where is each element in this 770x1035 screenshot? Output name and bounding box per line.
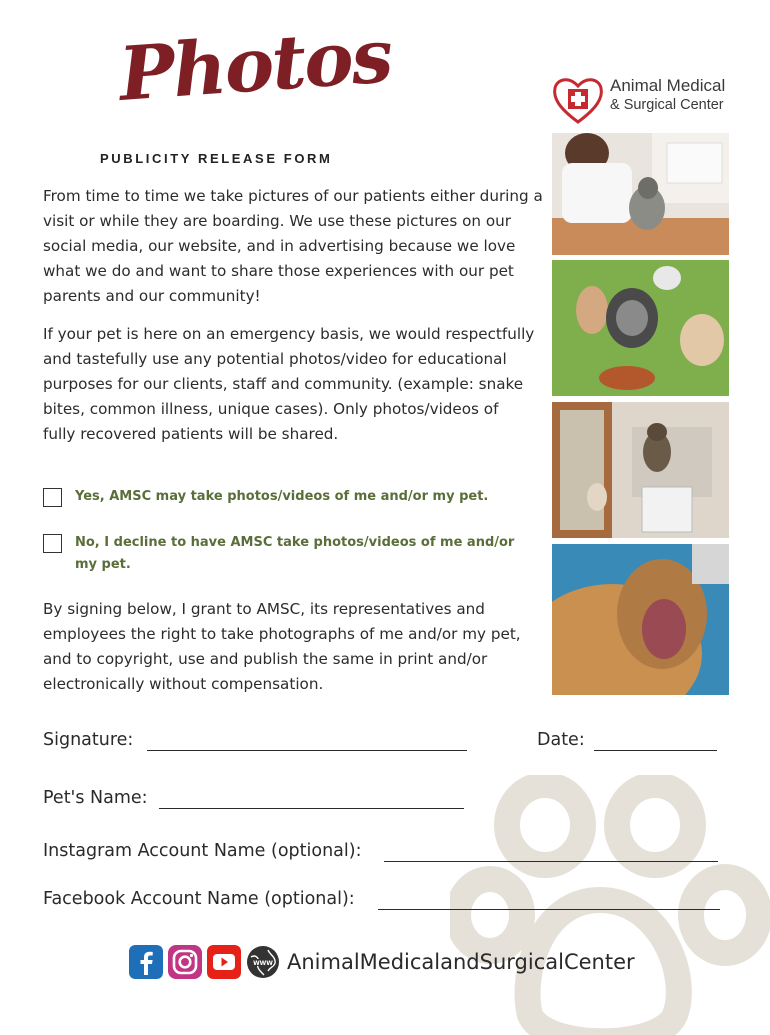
cats-in-boarding-photo — [552, 402, 729, 538]
page-title: Photos — [116, 13, 394, 118]
emergency-paragraph: If your pet is here on an emergency basis, we would respectfully and tastefully use any potential photos/video for educational purposes for our clients, staff and community. (example: snake bites, common illness, unique cases). Only photos/videos of fully recovered patients will be shared. — [43, 325, 535, 443]
signature-label: Signature: — [43, 730, 134, 750]
consent-yes-label: Yes, AMSC may take photos/videos of me and/or my pet. — [75, 489, 489, 504]
intro-paragraph: From time to time we take pictures of our patients either during a visit or while they are boarding. We use these pictures on our social media, our website, and in advertising because we love what we do and want to share those experiences with our pet parents and our community! — [43, 187, 543, 305]
vet-with-cat-photo — [552, 133, 729, 255]
instagram-icon[interactable] — [168, 945, 202, 979]
date-label: Date: — [537, 730, 585, 750]
paw-watermark-icon — [450, 775, 770, 1035]
date-field[interactable] — [594, 750, 717, 751]
logo-name-line2: & Surgical Center — [610, 97, 724, 113]
instagram-field[interactable] — [384, 861, 718, 862]
globe-www-icon[interactable] — [246, 945, 280, 979]
facebook-icon[interactable] — [129, 945, 163, 979]
page-subtitle: PUBLICITY RELEASE FORM — [100, 151, 333, 166]
consent-no-checkbox[interactable] — [43, 534, 62, 553]
logo-name-line1: Animal Medical — [610, 76, 726, 95]
grant-paragraph: By signing below, I grant to AMSC, its representatives and employees the right to take photographs of me and/or my pet, and to copyright, use and publish the same in print and/or electronically without compensation. — [43, 600, 521, 693]
dogs-on-grass-photo — [552, 260, 729, 396]
facebook-label: Facebook Account Name (optional): — [43, 889, 355, 909]
signature-field[interactable] — [147, 750, 467, 751]
consent-no-label-line1: No, I decline to have AMSC take photos/videos of me and/or — [75, 535, 515, 550]
facebook-field[interactable] — [378, 909, 720, 910]
pet-name-label: Pet's Name: — [43, 788, 148, 808]
dog-ear-treatment-photo — [552, 544, 729, 695]
consent-yes-checkbox[interactable] — [43, 488, 62, 507]
social-handle[interactable]: AnimalMedicalandSurgicalCenter — [287, 950, 635, 974]
pet-name-field[interactable] — [159, 808, 464, 809]
heart-cross-paw-icon — [551, 74, 605, 126]
consent-no-label-line2: my pet. — [75, 557, 131, 572]
svg-text:WWW: WWW — [253, 960, 273, 967]
youtube-icon[interactable] — [207, 945, 241, 979]
instagram-label: Instagram Account Name (optional): — [43, 841, 362, 861]
